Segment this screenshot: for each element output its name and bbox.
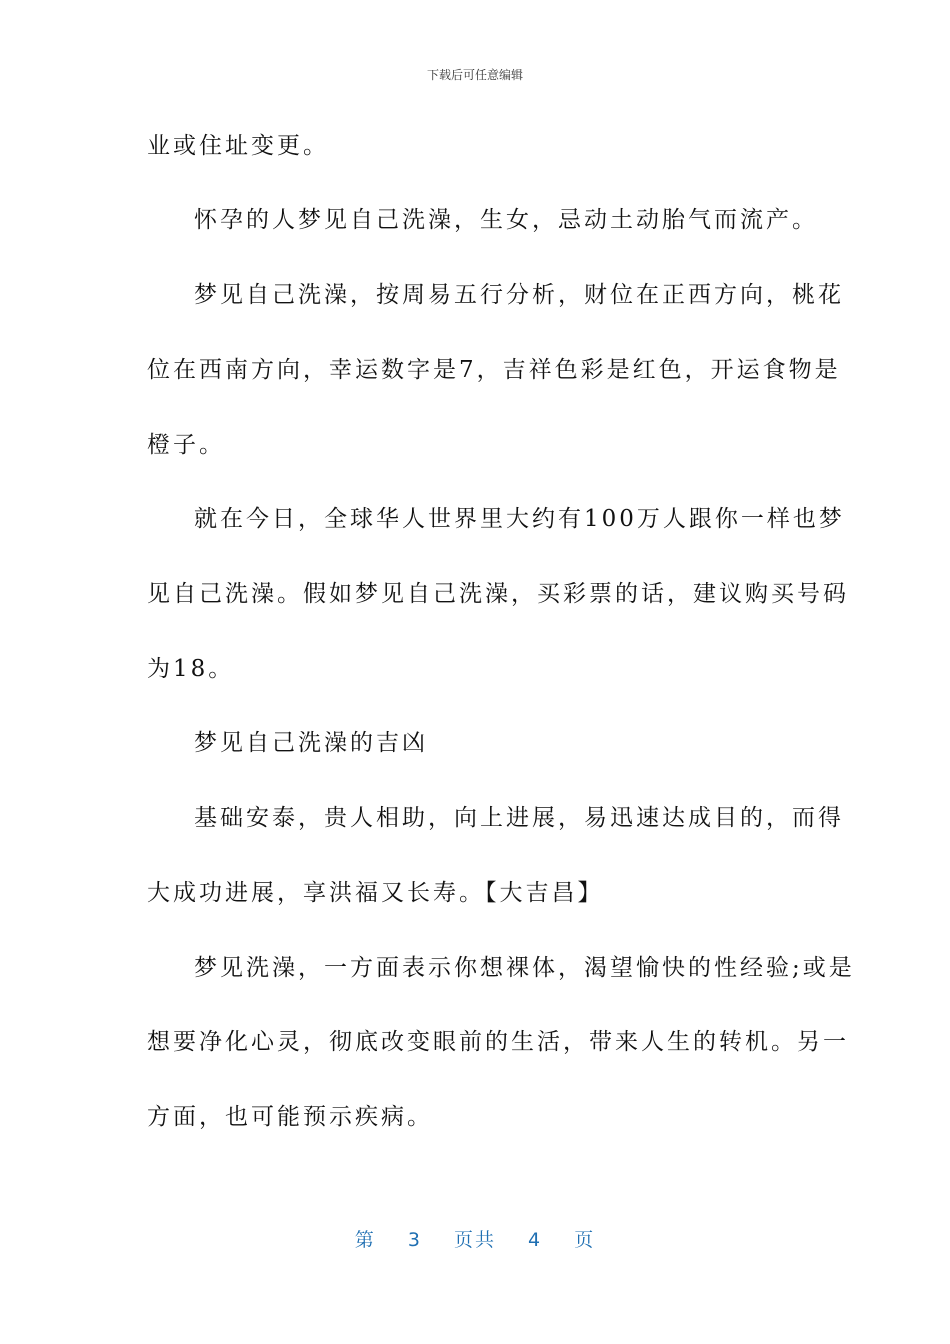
paragraph-line: 基础安泰，贵人相助，向上进展，易迅速达成目的，而得: [194, 805, 844, 831]
paragraph-line: 橙子。: [147, 432, 225, 458]
footer-page-number: 3: [407, 1229, 422, 1251]
footer-prefix: 第: [354, 1229, 376, 1251]
page-footer: [0, 1225, 950, 1252]
footer-total-pages: 4: [528, 1229, 543, 1251]
paragraph-line: 见自己洗澡。假如梦见自己洗澡，买彩票的话，建议购买号码: [147, 581, 849, 607]
footer-middle: 页共: [453, 1229, 496, 1251]
paragraph-line: 怀孕的人梦见自己洗澡，生女，忌动土动胎气而流产。: [194, 207, 818, 233]
section-heading: 梦见自己洗澡的吉凶: [194, 730, 428, 756]
header-note: 下载后可任意编辑: [426, 68, 523, 82]
paragraph-line: 大成功进展，享洪福又长寿。【大吉昌】: [147, 880, 604, 906]
paragraph-line: 想要净化心灵，彻底改变眼前的生活，带来人生的转机。另一: [147, 1029, 849, 1055]
paragraph-line: 位在西南方向，幸运数字是7，吉祥色彩是红色，开运食物是: [147, 357, 841, 383]
paragraph-line: 就在今日，全球华人世界里大约有100万人跟你一样也梦: [194, 506, 845, 532]
paragraph-line: 业或住址变更。: [147, 133, 329, 159]
paragraph-line: 梦见自己洗澡，按周易五行分析，财位在正西方向，桃花: [194, 282, 844, 308]
paragraph-line: 方面，也可能预示疾病。: [147, 1104, 433, 1130]
paragraph-line: 梦见洗澡，一方面表示你想裸体，渴望愉快的性经验;或是: [194, 955, 855, 981]
footer-suffix: 页: [574, 1229, 596, 1251]
paragraph-line: 为18。: [147, 656, 235, 682]
